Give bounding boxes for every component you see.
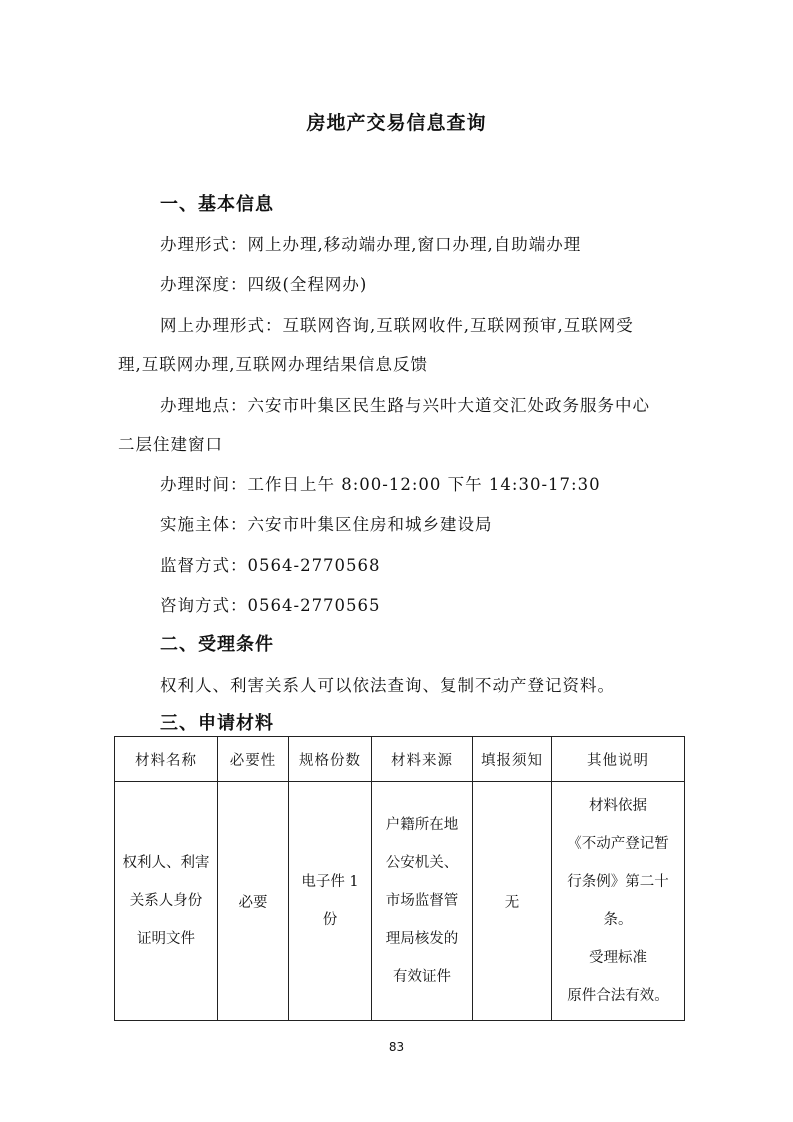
info-line-hours: 办理时间：工作日上午 8:00-12:00 下午 14:30-17:30 — [160, 475, 601, 494]
info-line-authority: 实施主体：六安市叶集区住房和城乡建设局 — [160, 515, 493, 534]
section-heading-basic-info: 一、基本信息 — [160, 194, 274, 215]
page-title: 房地产交易信息查询 — [306, 112, 487, 134]
page-number: 83 — [388, 1040, 405, 1054]
materials-table — [114, 736, 685, 1021]
cell-source: 户籍所在地 公安机关、 市场监督管 理局核发的 有效证件 — [372, 782, 473, 1021]
cell-material-name: 权利人、利害 关系人身份 证明文件 — [115, 782, 218, 1021]
cell-other: 材料依据 《不动产登记暂 行条例》第二十 条。 受理标准 原件合法有效。 — [552, 782, 685, 1021]
info-line-supervision-phone: 监督方式：0564-2770568 — [160, 556, 381, 575]
info-line-consult-phone: 咨询方式：0564-2770565 — [160, 596, 381, 615]
column-header-source: 材料来源 — [372, 737, 473, 782]
column-header-other: 其他说明 — [552, 737, 685, 782]
column-header-name: 材料名称 — [115, 737, 218, 782]
info-line-location-cont: 二层住建窗口 — [118, 435, 223, 454]
conditions-text: 权利人、利害关系人可以依法查询、复制不动产登记资料。 — [160, 676, 615, 695]
column-header-notes: 填报须知 — [473, 737, 552, 782]
info-line-location: 办理地点：六安市叶集区民生路与兴叶大道交汇处政务服务中心 — [160, 396, 650, 415]
cell-necessity: 必要 — [218, 782, 289, 1021]
info-line-handling-form: 办理形式：网上办理,移动端办理,窗口办理,自助端办理 — [160, 235, 582, 254]
info-line-online-form-cont: 理,互联网办理,互联网办理结果信息反馈 — [118, 355, 428, 374]
section-heading-conditions: 二、受理条件 — [160, 634, 274, 655]
cell-notes: 无 — [473, 782, 552, 1021]
cell-spec: 电子件 1 份 — [289, 782, 372, 1021]
info-line-online-form: 网上办理形式：互联网咨询,互联网收件,互联网预审,互联网受 — [160, 316, 634, 335]
column-header-necessity: 必要性 — [218, 737, 289, 782]
table-header-row — [115, 737, 685, 782]
section-heading-materials: 三、申请材料 — [160, 713, 274, 734]
table-row — [115, 782, 685, 1021]
column-header-spec: 规格份数 — [289, 737, 372, 782]
info-line-handling-depth: 办理深度：四级(全程网办) — [160, 275, 368, 294]
